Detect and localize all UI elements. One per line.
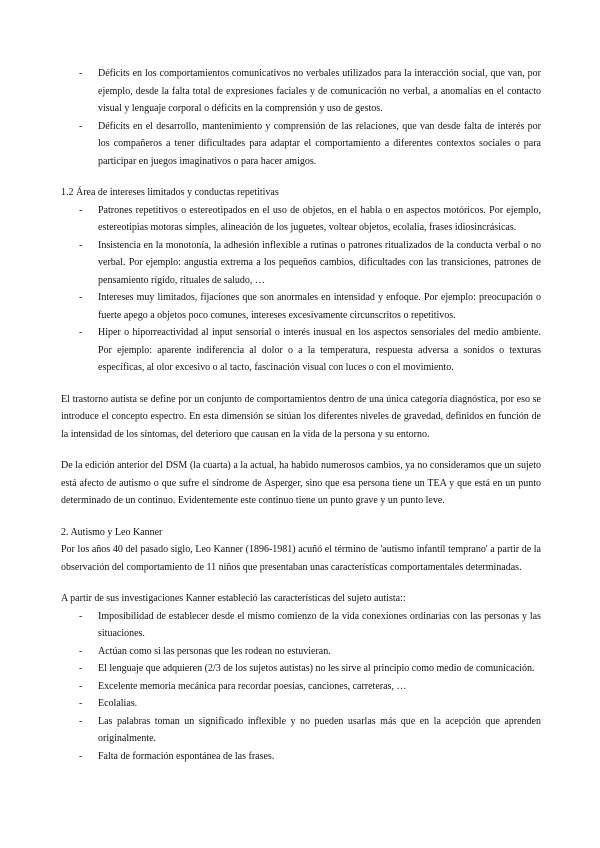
list-item: - Intereses muy limitados, fijaciones que son anormales en intensidad y enfoque. Por ejemplo: preocupación o fuerte apego a objetos poco comunes, intereses excesivamente circunscritos o repetitivos. [61, 289, 541, 324]
list-item: - Falta de formación espontánea de las frases. [61, 748, 541, 766]
list-item: - Déficits en el desarrollo, mantenimiento y comprensión de las relaciones, que van desde falta de interés por los compañeros a tener dificultades para adaptar el comportamiento a diferentes contextos sociales o para participar en juegos imaginativos o para hacer amigos. [61, 118, 541, 171]
section2-list [61, 202, 541, 377]
list-item: - Patrones repetitivos o estereotipados en el uso de objetos, en el habla o en aspectos motóricos. Por ejemplo, estereotipias motoras simples, alineación de los juguetes, voltear objetos, ecolalia, frases idiosincrásicas. [61, 202, 541, 237]
list-item: - Ecolalias. [61, 695, 541, 713]
paragraph-spectrum: El trastorno autista se define por un conjunto de comportamientos dentro de una única categoría diagnóstica, por eso se introduce el concepto espectro. En esta dimensión se sitúan los diferentes niveles de gravedad, definidos en función de la intensidad de los síntomas, del deterioro que causan en la vida de la persona y su entorno. [61, 393, 541, 440]
list-item: - Las palabras toman un significado inflexible y no pueden usarlas más que en la acepción que aprenden originalmente. [61, 713, 541, 748]
section-heading-areas: 1.2 Área de intereses limitados y conductas repetitivas [61, 187, 279, 198]
list-item: - Imposibilidad de establecer desde el mismo comienzo de la vida conexiones ordinarias con las personas y las situaciones. [61, 608, 541, 643]
list-item: - Insistencia en la monotonía, la adhesión inflexible a rutinas o patrones ritualizados de la conducta verbal o no verbal. Por ejemplo: angustia extrema a los pequeños cambios, dificultades con las transiciones, patrones de pensamiento rígido, rituales de saludo, … [61, 237, 541, 290]
section1-list [61, 65, 541, 170]
list-item: - Excelente memoria mecánica para recordar poesías, canciones, carreteras, … [61, 678, 541, 696]
document-content [61, 65, 541, 765]
paragraph-kanner: Por los años 40 del pasado siglo, Leo Kanner (1896-1981) acuñó el término de 'autismo infantil temprano' a partir de la observación del comportamiento de 11 niños que presentaban unas características comportamentales determinadas. [61, 544, 541, 573]
section-heading-kanner: 2. Autismo y Leo Kanner [61, 526, 163, 538]
section4-list [61, 608, 541, 766]
list-item: - Hiper o hiporreactividad al input sensorial o interés inusual en los aspectos sensoriales del medio ambiente. Por ejemplo: aparente indiferencia al dolor o a la temperatura, respuesta adversa a sonidos o texturas específicas, al olor excesivo o al tacto, fascinación visual con luces o con el movimiento. [61, 324, 541, 377]
paragraph-dsm: De la edición anterior del DSM (la cuarta) a la actual, ha habido numerosos cambios, ya no consideramos que un sujeto está afecto de autismo o que sufre el síndrome de Asperger, sino que esa persona tiene un TEA y que está en un punto determinado de un continuo. Evidentemente este continuo tiene un punto grave y un punto leve. [61, 460, 541, 506]
paragraph-characteristics-intro: A partir de sus investigaciones Kanner estableció las características del sujeto autista:: [61, 593, 406, 604]
list-item: - El lenguaje que adquieren (2/3 de los sujetos autistas) no les sirve al principio como medio de comunicación. [61, 660, 541, 678]
list-item: - Déficits en los comportamientos comunicativos no verbales utilizados para la interacción social, que van, por ejemplo, desde la falta total de expresiones faciales y de comunicación no verbal, a anomalías en el contacto visual y lenguaje corporal o déficits en la comprensión y uso de gestos. [61, 65, 541, 118]
list-item: - Actúan como si las personas que les rodean no estuvieran. [61, 643, 541, 661]
